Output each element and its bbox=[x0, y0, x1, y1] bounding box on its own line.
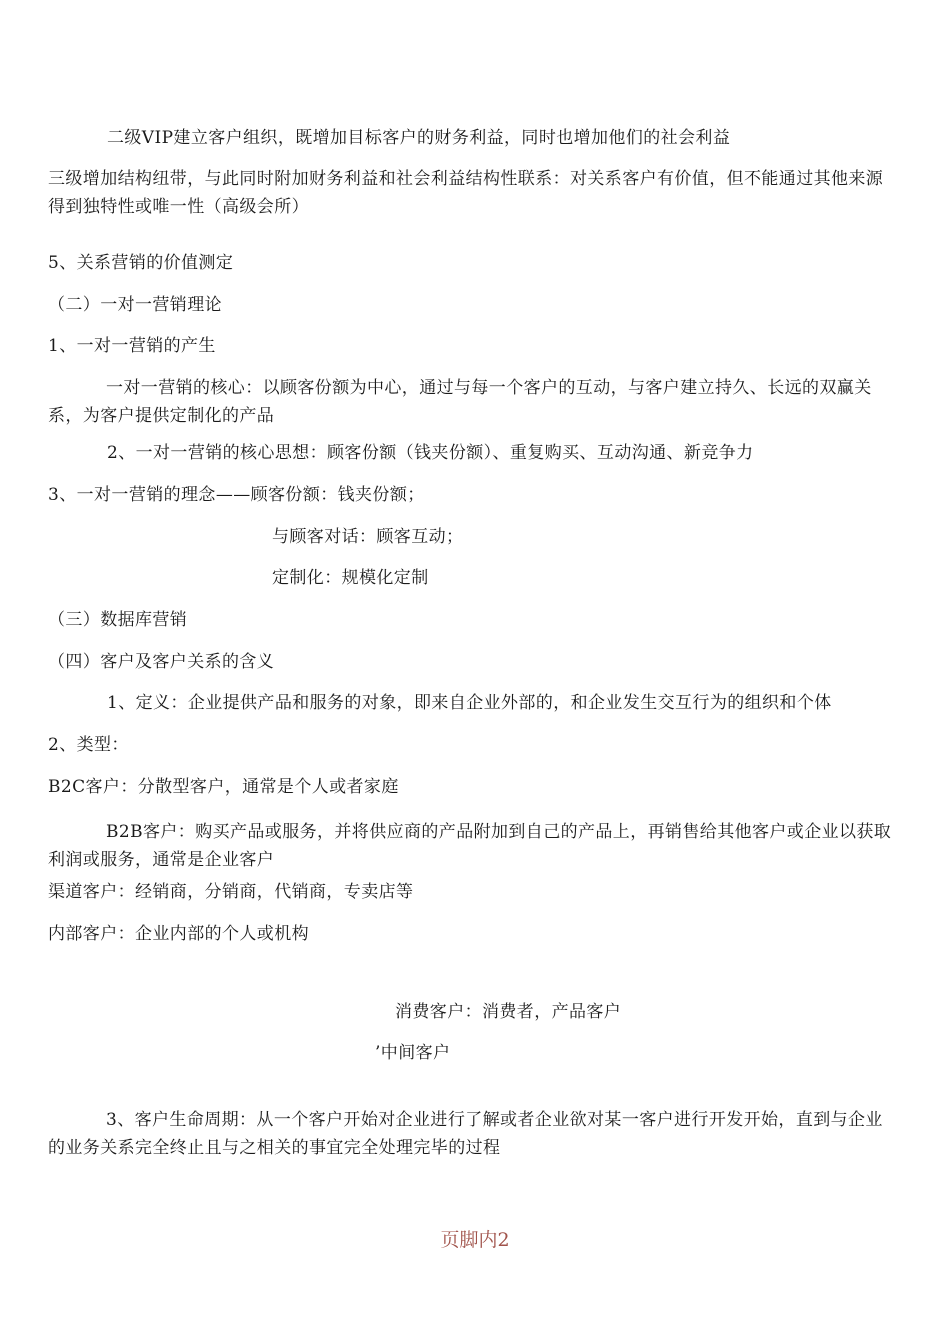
section-heading-database-marketing: （三）数据库营销 bbox=[48, 610, 188, 630]
concept-item-dialogue: 与顾客对话：顾客互动； bbox=[272, 527, 464, 547]
section-heading-one-to-one: （二）一对一营销理论 bbox=[48, 295, 222, 315]
paragraph-customer-lifecycle: 3、客户生命周期：从一个客户开始对企业进行了解或者企业欲对某一客户进行开发开始，直到与企业的业务关系完全终止且与之相关的事宜完全处理完毕的过程 bbox=[48, 1110, 883, 1158]
paragraph-vip-level-2: 二级VIP建立客户组织，既增加目标客户的财务利益，同时也增加他们的社会利益 bbox=[107, 128, 731, 148]
type-item-b2c: B2C客户：分散型客户，通常是个人或者家庭 bbox=[48, 777, 399, 797]
page-footer: 页脚内2 bbox=[440, 1229, 510, 1251]
type-item-b2b: B2B客户：购买产品或服务，并将供应商的产品附加到自己的产品上，再销售给其他客户或企业以获取利润或服务，通常是企业客户 bbox=[48, 822, 892, 870]
type-item-channel: 渠道客户：经销商，分销商，代销商，专卖店等 bbox=[48, 882, 414, 902]
paragraph-definition: 1、定义：企业提供产品和服务的对象，即来自企业外部的，和企业发生交互行为的组织和个体 bbox=[107, 693, 832, 713]
paragraph-one-to-one-ideas: 2、一对一营销的核心思想：顾客份额（钱夹份额）、重复购买、互动沟通、新竞争力 bbox=[107, 443, 754, 463]
paragraph-one-to-one-core: 一对一营销的核心：以顾客份额为中心，通过与每一个客户的互动，与客户建立持久、长远的双赢关系，为客户提供定制化的产品 bbox=[48, 378, 872, 426]
type-item-intermediate: ’中间客户 bbox=[375, 1043, 451, 1063]
paragraph-one-to-one-concept: 3、一对一营销的理念——顾客份额：钱夹份额； bbox=[48, 485, 425, 505]
section-heading-customer-meaning: （四）客户及客户关系的含义 bbox=[48, 652, 275, 672]
heading-types: 2、类型： bbox=[48, 735, 129, 755]
type-item-consumer: 消费客户：消费者，产品客户 bbox=[395, 1002, 622, 1022]
concept-item-customization: 定制化：规模化定制 bbox=[272, 568, 429, 588]
heading-value-measurement: 5、关系营销的价值测定 bbox=[48, 253, 234, 273]
paragraph-level-3-structure: 三级增加结构纽带，与此同时附加财务利益和社会利益结构性联系：对关系客户有价值，但不能通过其他来源得到独特性或唯一性（高级会所） bbox=[48, 169, 884, 217]
type-item-internal: 内部客户：企业内部的个人或机构 bbox=[48, 924, 309, 944]
heading-one-to-one-origin: 1、一对一营销的产生 bbox=[48, 336, 216, 356]
